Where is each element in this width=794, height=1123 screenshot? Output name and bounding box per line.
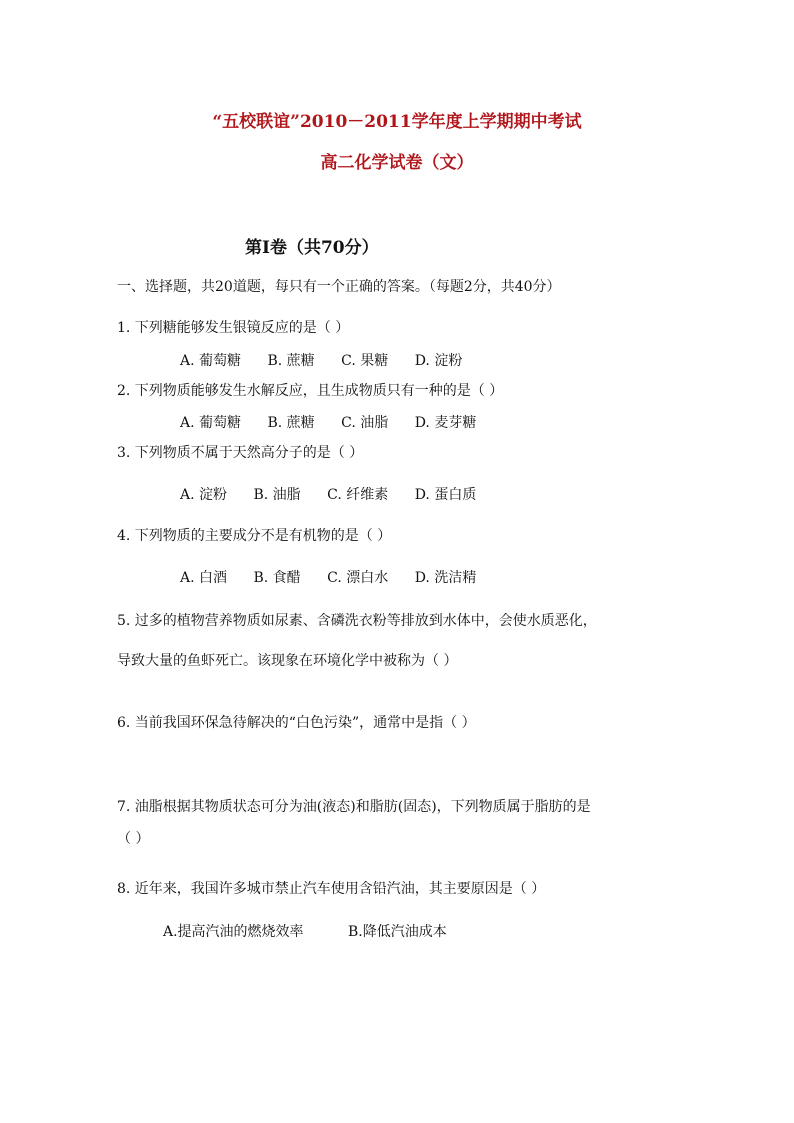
question-1-stem: 1. 下列糖能够发生银镜反应的是（ ） [117, 320, 350, 336]
option-c: C. 纤维素 [327, 487, 389, 503]
section-title: 第Ⅰ卷（共70分） [245, 238, 379, 258]
question-2-options [180, 412, 498, 432]
option-c: C. 漂白水 [327, 570, 389, 586]
question-6-stem: 6. 当前我国环保急待解决的“白色污染”，通常中是指（ ） [117, 715, 476, 731]
option-b: B. 食醋 [253, 570, 301, 586]
option-b: B. 油脂 [253, 487, 301, 503]
question-2-stem: 2. 下列物质能够发生水解反应，且生成物质只有一种的是（ ） [117, 383, 504, 399]
question-3-stem: 3. 下列物质不属于天然高分子的是（ ） [117, 445, 364, 461]
option-a: A. 淀粉 [180, 487, 228, 503]
option-b: B.降低汽油成本 [348, 924, 447, 940]
option-a: A. 葡萄糖 [180, 353, 242, 369]
option-d: D. 蛋白质 [414, 487, 477, 503]
question-5-stem-line1: 5. 过多的植物营养物质如尿素、含磷洗衣粉等排放到水体中，会使水质恶化， [117, 613, 597, 629]
question-4-options [180, 567, 498, 587]
question-7-stem-line1: 7. 油脂根据其物质状态可分为油(液态)和脂肪(固态)，下列物质属于脂肪的是 [117, 799, 591, 815]
option-d: D. 洗洁精 [414, 570, 477, 586]
option-a: A. 葡萄糖 [180, 415, 242, 431]
exam-title: “五校联谊”2010－2011学年度上学期期中考试 [212, 112, 582, 132]
exam-subtitle: 高二化学试卷（文） [320, 153, 474, 173]
option-d: D. 麦芽糖 [414, 415, 477, 431]
option-c: C. 果糖 [341, 353, 389, 369]
question-3-options [180, 484, 498, 504]
option-d: D. 淀粉 [414, 353, 463, 369]
question-5-stem-line2: 导致大量的鱼虾死亡。该现象在环境化学中被称为（ ） [117, 653, 458, 669]
option-a: A. 白酒 [180, 570, 228, 586]
question-4-stem: 4. 下列物质的主要成分不是有机物的是（ ） [117, 528, 392, 544]
question-8-options [163, 921, 469, 941]
option-c: C. 油脂 [341, 415, 389, 431]
question-7-stem-line2: （ ） [117, 831, 150, 847]
question-1-options [180, 350, 484, 370]
question-8-stem: 8. 近年来，我国许多城市禁止汽车使用含铅汽油，其主要原因是（ ） [117, 881, 546, 897]
option-a: A.提高汽油的燃烧效率 [163, 924, 304, 940]
option-b: B. 蔗糖 [267, 415, 315, 431]
instruction-text: 一、选择题，共20道题，每只有一个正确的答案。（每题2分，共40分） [117, 279, 561, 295]
option-b: B. 蔗糖 [267, 353, 315, 369]
